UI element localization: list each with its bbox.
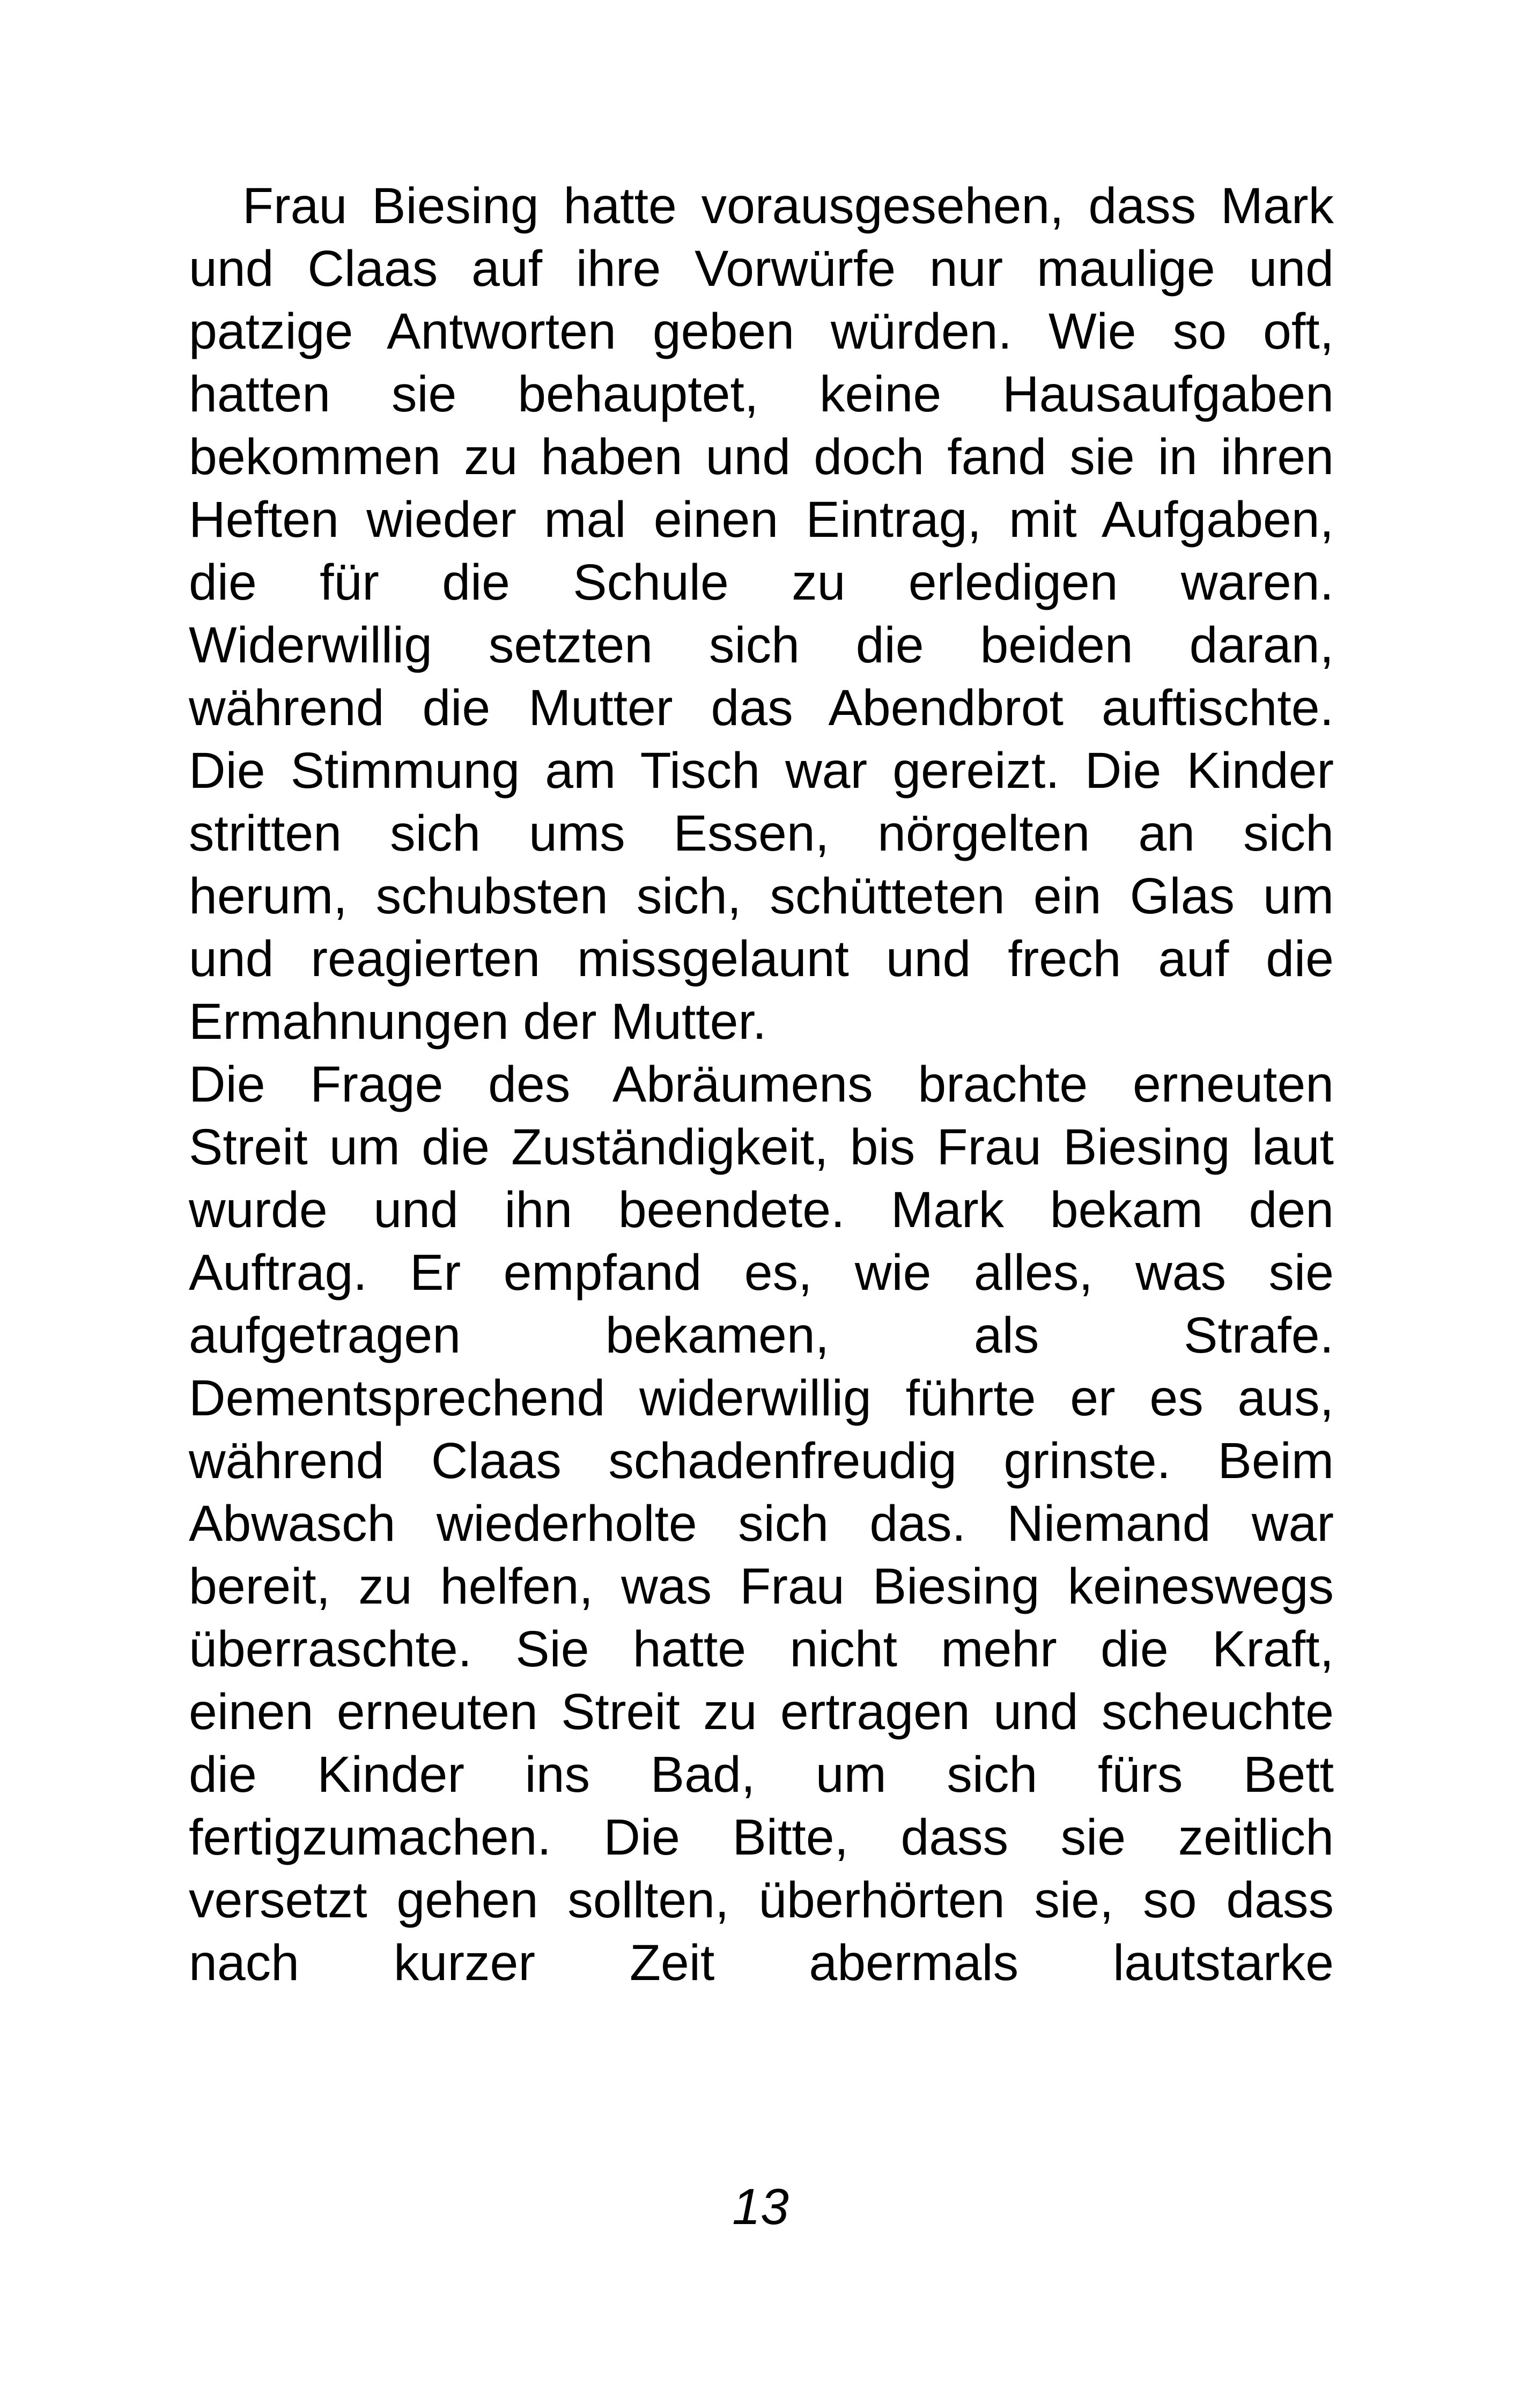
text-line: die für die Schule zu erledigen waren. (189, 554, 1334, 611)
paragraph-2 (189, 1053, 1334, 1995)
text-line: Streit um die Zuständigkeit, bis Frau Biesing laut (189, 1119, 1334, 1176)
text-line: Heften wieder mal einen Eintrag, mit Aufgaben, (189, 491, 1334, 548)
text-line: die Kinder ins Bad, um sich fürs Bett (189, 1746, 1334, 1803)
body-text (189, 175, 1334, 1995)
text-line: stritten sich ums Essen, nörgelten an sich (189, 805, 1334, 862)
page-number: 13 (732, 2178, 789, 2235)
text-line: wurde und ihn beendete. Mark bekam den (189, 1181, 1334, 1238)
text-line: bereit, zu helfen, was Frau Biesing keineswegs (189, 1558, 1334, 1615)
text-line: Dementsprechend widerwillig führte er es aus, (189, 1370, 1334, 1427)
text-line: einen erneuten Streit zu ertragen und scheuchte (189, 1683, 1334, 1740)
text-line: patzige Antworten geben würden. Wie so oft, (189, 303, 1334, 360)
text-line: nach kurzer Zeit abermals lautstarke (189, 1934, 1334, 1991)
text-line: Abwasch wiederholte sich das. Niemand war (189, 1495, 1334, 1552)
text-line: während Claas schadenfreudig grinste. Beim (189, 1432, 1334, 1489)
text-line: versetzt gehen sollten, überhörten sie, so dass (189, 1872, 1334, 1929)
text-line: und reagierten missgelaunt und frech auf die (189, 930, 1334, 987)
text-line: während die Mutter das Abendbrot auftischte. (189, 679, 1334, 736)
text-line: Frau Biesing hatte vorausgesehen, dass Mark (242, 178, 1334, 234)
text-line: aufgetragen bekamen, als Strafe. (189, 1307, 1334, 1364)
text-line: Auftrag. Er empfand es, wie alles, was sie (189, 1244, 1334, 1301)
text-line: Widerwillig setzten sich die beiden daran, (189, 617, 1334, 674)
text-line: hatten sie behauptet, keine Hausaufgaben (189, 366, 1334, 423)
text-line: Die Frage des Abräumens brachte erneuten (189, 1056, 1334, 1113)
text-line: und Claas auf ihre Vorwürfe nur maulige und (189, 240, 1334, 297)
text-line: herum, schubsten sich, schütteten ein Glas um (189, 868, 1334, 925)
text-line: Ermahnungen der Mutter. (189, 993, 767, 1050)
text-line: Die Stimmung am Tisch war gereizt. Die Kinder (189, 742, 1334, 799)
paragraph-1 (189, 175, 1334, 1053)
text-line: fertigzumachen. Die Bitte, dass sie zeitlich (189, 1809, 1334, 1866)
text-line: überraschte. Sie hatte nicht mehr die Kraft, (189, 1621, 1334, 1678)
text-line: bekommen zu haben und doch fand sie in ihren (189, 429, 1334, 485)
